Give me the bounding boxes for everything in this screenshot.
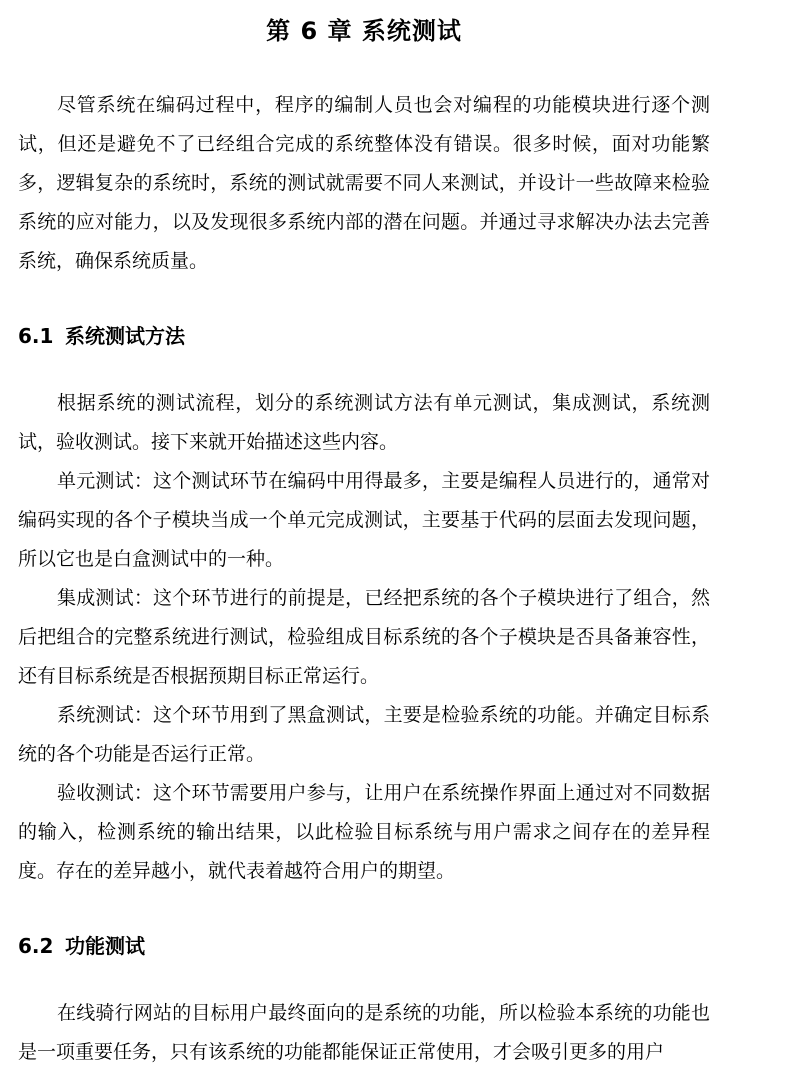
chapter-title: 第 6 章 系统测试	[266, 17, 462, 45]
section-number: 6.2	[18, 934, 54, 958]
body-paragraph: 系统测试：这个环节用到了黑盒测试，主要是检验系统的功能。并确定目标系统的各个功能是否运行正常。	[18, 704, 710, 765]
body-paragraph: 在线骑行网站的目标用户最终面向的是系统的功能，所以检验本系统的功能也是一项重要任务，只有该系统的功能都能保证正常使用，才会吸引更多的用户	[18, 1002, 710, 1063]
intro-paragraph: 尽管系统在编码过程中，程序的编制人员也会对编程的功能模块进行逐个测试，但还是避免不了已经组合完成的系统整体没有错误。很多时候，面对功能繁多，逻辑复杂的系统时，系统的测试就需要不同人来测试，并设计一些故障来检验系统的应对能力，以及发现很多系统内部的潜在问题。并通过寻求解决办法去完善系统，确保系统质量。	[18, 94, 710, 272]
section-heading	[18, 931, 710, 961]
section-title: 系统测试方法	[64, 324, 185, 348]
body-paragraph: 单元测试：这个测试环节在编码中用得最多，主要是编程人员进行的，通常对编码实现的各个子模块当成一个单元完成测试，主要基于代码的层面去发现问题，所以它也是白盒测试中的一种。	[18, 470, 710, 570]
body-paragraph: 验收测试：这个环节需要用户参与，让用户在系统操作界面上通过对不同数据的输入，检测系统的输出结果，以此检验目标系统与用户需求之间存在的差异程度。存在的差异越小，就代表着越符合用户的期望。	[18, 782, 710, 882]
body-paragraph: 根据系统的测试流程，划分的系统测试方法有单元测试，集成测试，系统测试，验收测试。接下来就开始描述这些内容。	[18, 392, 710, 453]
section-number: 6.1	[18, 324, 54, 348]
section-heading	[18, 321, 710, 351]
document-page	[18, 0, 710, 1072]
section-title: 功能测试	[64, 934, 145, 958]
body-paragraph: 集成测试：这个环节进行的前提是，已经把系统的各个子模块进行了组合，然后把组合的完整系统进行测试，检验组成目标系统的各个子模块是否具备兼容性，还有目标系统是否根据预期目标正常运行。	[18, 587, 710, 687]
